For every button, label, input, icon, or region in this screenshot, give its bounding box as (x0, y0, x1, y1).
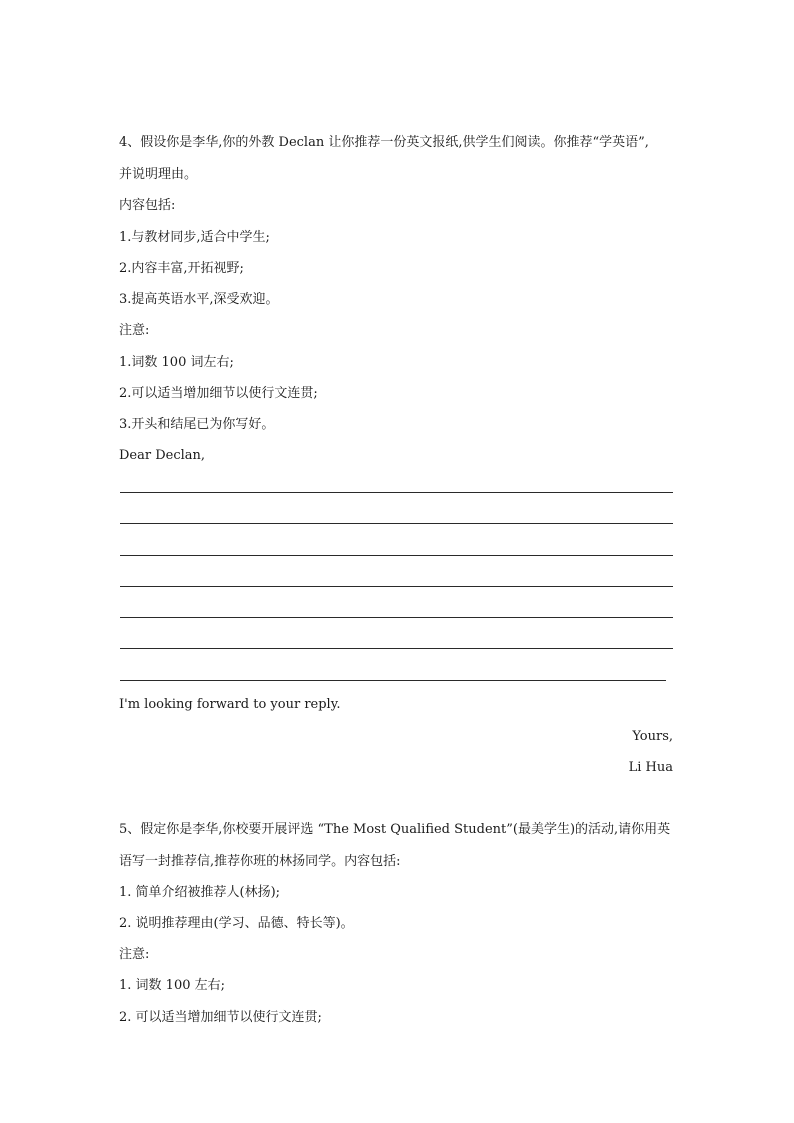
q4-content-item: 3.提高英语水平,深受欢迎。 (119, 292, 279, 307)
q5-note-item: 1. 词数 100 左右; (119, 978, 225, 993)
q5-notes-heading: 注意: (119, 947, 150, 962)
q4-notes-heading: 注意: (119, 323, 150, 338)
q4-content-item: 2.内容丰富,开拓视野; (119, 261, 244, 276)
writing-line (120, 555, 673, 556)
q4-content-item: 1.与教材同步,适合中学生; (119, 230, 270, 245)
q4-note-item: 1.词数 100 词左右; (119, 355, 234, 370)
q5-intro-line-2: 语写一封推荐信,推荐你班的林扬同学。内容包括: (119, 854, 401, 869)
q4-intro-line-2: 并说明理由。 (119, 167, 198, 182)
q4-note-item: 2.可以适当增加细节以使行文连贯; (119, 386, 318, 401)
writing-line (120, 586, 673, 587)
q4-intro-line-1: 4、假设你是李华,你的外教 Declan 让你推荐一份英文报纸,供学生们阅读。你推荐“学英语”, (119, 135, 649, 150)
writing-line (120, 492, 673, 493)
writing-line (120, 648, 673, 649)
writing-line (120, 523, 673, 524)
q5-content-item: 2. 说明推荐理由(学习、品德、特长等)。 (119, 916, 354, 931)
letter-signature: Li Hua (628, 760, 673, 775)
letter-signoff: Yours, (632, 729, 673, 744)
writing-line (120, 617, 673, 618)
q5-note-item: 2. 可以适当增加细节以使行文连贯; (119, 1010, 322, 1025)
letter-closing-line: I'm looking forward to your reply. (119, 697, 341, 712)
q4-content-heading: 内容包括: (119, 198, 176, 213)
q5-intro-line-1: 5、假定你是李华,你校要开展评选 “The Most Qualified Student”(最美学生)的活动,请你用英 (119, 822, 671, 837)
writing-line (120, 680, 666, 681)
q5-content-item: 1. 简单介绍被推荐人(林扬); (119, 885, 281, 900)
letter-salutation: Dear Declan, (119, 448, 206, 463)
q4-note-item: 3.开头和结尾已为你写好。 (119, 417, 275, 432)
